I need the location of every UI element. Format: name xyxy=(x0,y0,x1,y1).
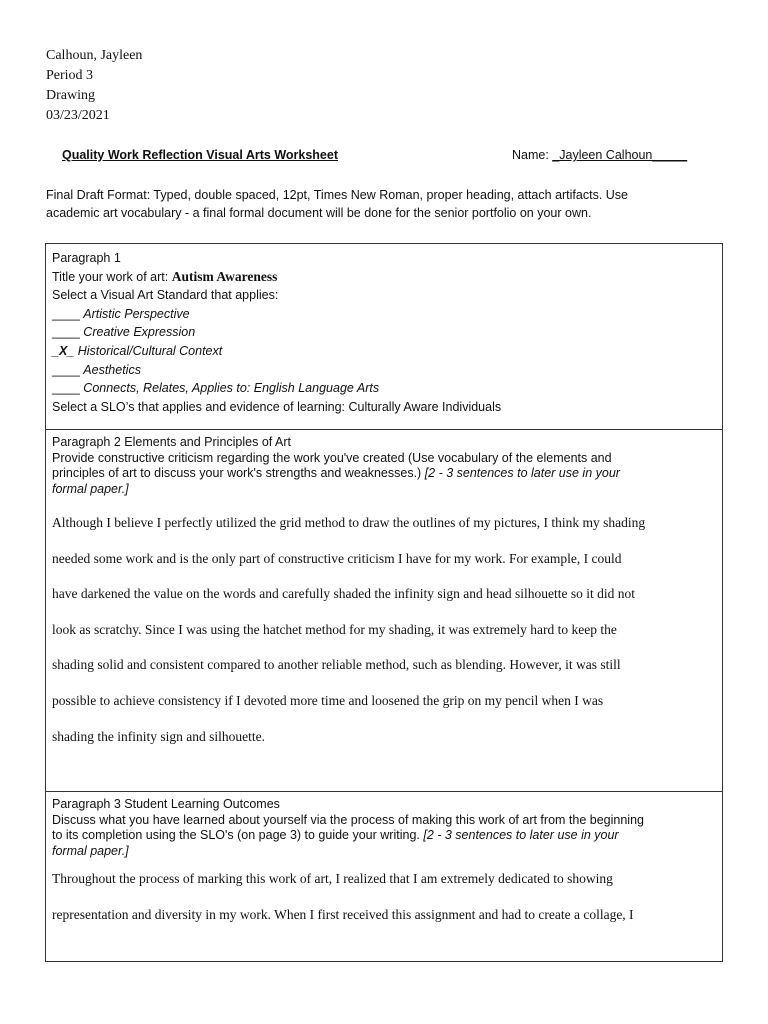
reflection-table xyxy=(45,243,723,962)
standard-mark: _X_ xyxy=(52,343,75,358)
slo-prompt: Select a SLO’s that applies and evidence of learning: Culturally Aware Individuals xyxy=(52,399,502,414)
essay-line: look as scratchy. Since I was using the hatchet method for my shading, it was extremely hard to keep the xyxy=(52,621,617,637)
standard-label: Aesthetics xyxy=(83,362,141,377)
prompt-line: Discuss what you have learned about yourself via the process of making this work of art from the beginning xyxy=(52,812,644,827)
paragraph-1-cell xyxy=(46,244,722,429)
paragraph-heading: Paragraph 2 Elements and Principles of Art xyxy=(52,435,292,449)
standard-option xyxy=(52,342,716,361)
prompt-line: Provide constructive criticism regarding the work you've created (Use vocabulary of the elements and xyxy=(52,450,612,465)
format-line: Final Draft Format: Typed, double spaced, 12pt, Times New Roman, proper heading, attach artifacts. Use xyxy=(46,188,629,202)
essay-line: Throughout the process of marking this work of art, I realized that I am extremely dedicated to showing xyxy=(52,871,613,886)
essay-line: representation and diversity in my work. When I first received this assignment and had to create a collage, I xyxy=(52,906,634,922)
standard-label: Artistic Perspective xyxy=(83,306,190,321)
worksheet-title: Quality Work Reflection Visual Arts Worksheet xyxy=(62,148,339,162)
essay-line: shading solid and consistent compared to another reliable method, such as blending. However, it was still xyxy=(52,657,621,673)
name-value: _Jayleen Calhoun_____ xyxy=(552,148,688,162)
standard-mark: ____ xyxy=(52,362,80,377)
class-period: Period 3 xyxy=(46,68,94,83)
essay-line: shading the infinity sign and silhouette. xyxy=(52,728,265,744)
standard-option xyxy=(52,361,716,380)
prompt-text: principles of art to discuss your work's strengths and weaknesses.) xyxy=(52,466,425,480)
format-line: academic art vocabulary - a final formal document will be done for the senior portfolio on your own. xyxy=(46,206,592,220)
format-instructions xyxy=(46,186,706,222)
prompt-note: formal paper.] xyxy=(52,843,129,858)
essay-line: needed some work and is the only part of constructive criticism I have for my work. For example, I could xyxy=(52,550,622,566)
standard-option xyxy=(52,379,716,398)
prompt-note: [2 - 3 sentences to later use in your xyxy=(424,466,620,480)
document-heading xyxy=(46,46,142,126)
prompt-line xyxy=(52,466,716,482)
standard-prompt: Select a Visual Art Standard that applies: xyxy=(52,288,279,303)
title-prompt xyxy=(52,268,716,287)
essay-line: Although I believe I perfectly utilized the grid method to draw the outlines of my pictures, I think my shading xyxy=(52,515,646,530)
prompt-note: [2 - 3 sentences to later use in your xyxy=(423,828,619,842)
standard-option xyxy=(52,323,716,342)
prompt-text: to its completion using the SLO's (on page 3) to guide your writing. xyxy=(52,828,424,842)
standard-mark: ____ xyxy=(52,306,80,321)
paragraph-heading: Paragraph 3 Student Learning Outcomes xyxy=(52,797,280,811)
prompt-line xyxy=(52,828,716,844)
standard-mark: ____ xyxy=(52,325,80,340)
essay-line: possible to achieve consistency if I devoted more time and loosened the grip on my pencil when I was xyxy=(52,692,604,708)
name-field xyxy=(512,148,687,162)
student-name: Calhoun, Jayleen xyxy=(46,48,143,63)
essay-text xyxy=(52,861,716,932)
standard-mark: ____ xyxy=(52,381,80,396)
title-line xyxy=(62,148,722,168)
standard-label: Historical/Cultural Context xyxy=(77,343,223,358)
prompt-note: formal paper.] xyxy=(52,481,129,496)
essay-text xyxy=(52,505,716,754)
artwork-title: Autism Awareness xyxy=(171,268,278,284)
document-date: 03/23/2021 xyxy=(46,108,110,123)
class-name: Drawing xyxy=(46,88,95,103)
paragraph-3-cell xyxy=(46,791,722,961)
essay-line: have darkened the value on the words and carefully shaded the infinity sign and head silhouette so it did not xyxy=(52,586,635,602)
paragraph-2-cell xyxy=(46,429,722,791)
standard-option xyxy=(52,305,716,324)
name-label: Name: xyxy=(512,148,553,162)
standard-label: Connects, Relates, Applies to: English Language Arts xyxy=(83,381,380,396)
standard-label: Creative Expression xyxy=(83,325,196,340)
title-prompt-label: Title your work of art: xyxy=(52,269,172,284)
paragraph-heading: Paragraph 1 xyxy=(52,251,121,265)
